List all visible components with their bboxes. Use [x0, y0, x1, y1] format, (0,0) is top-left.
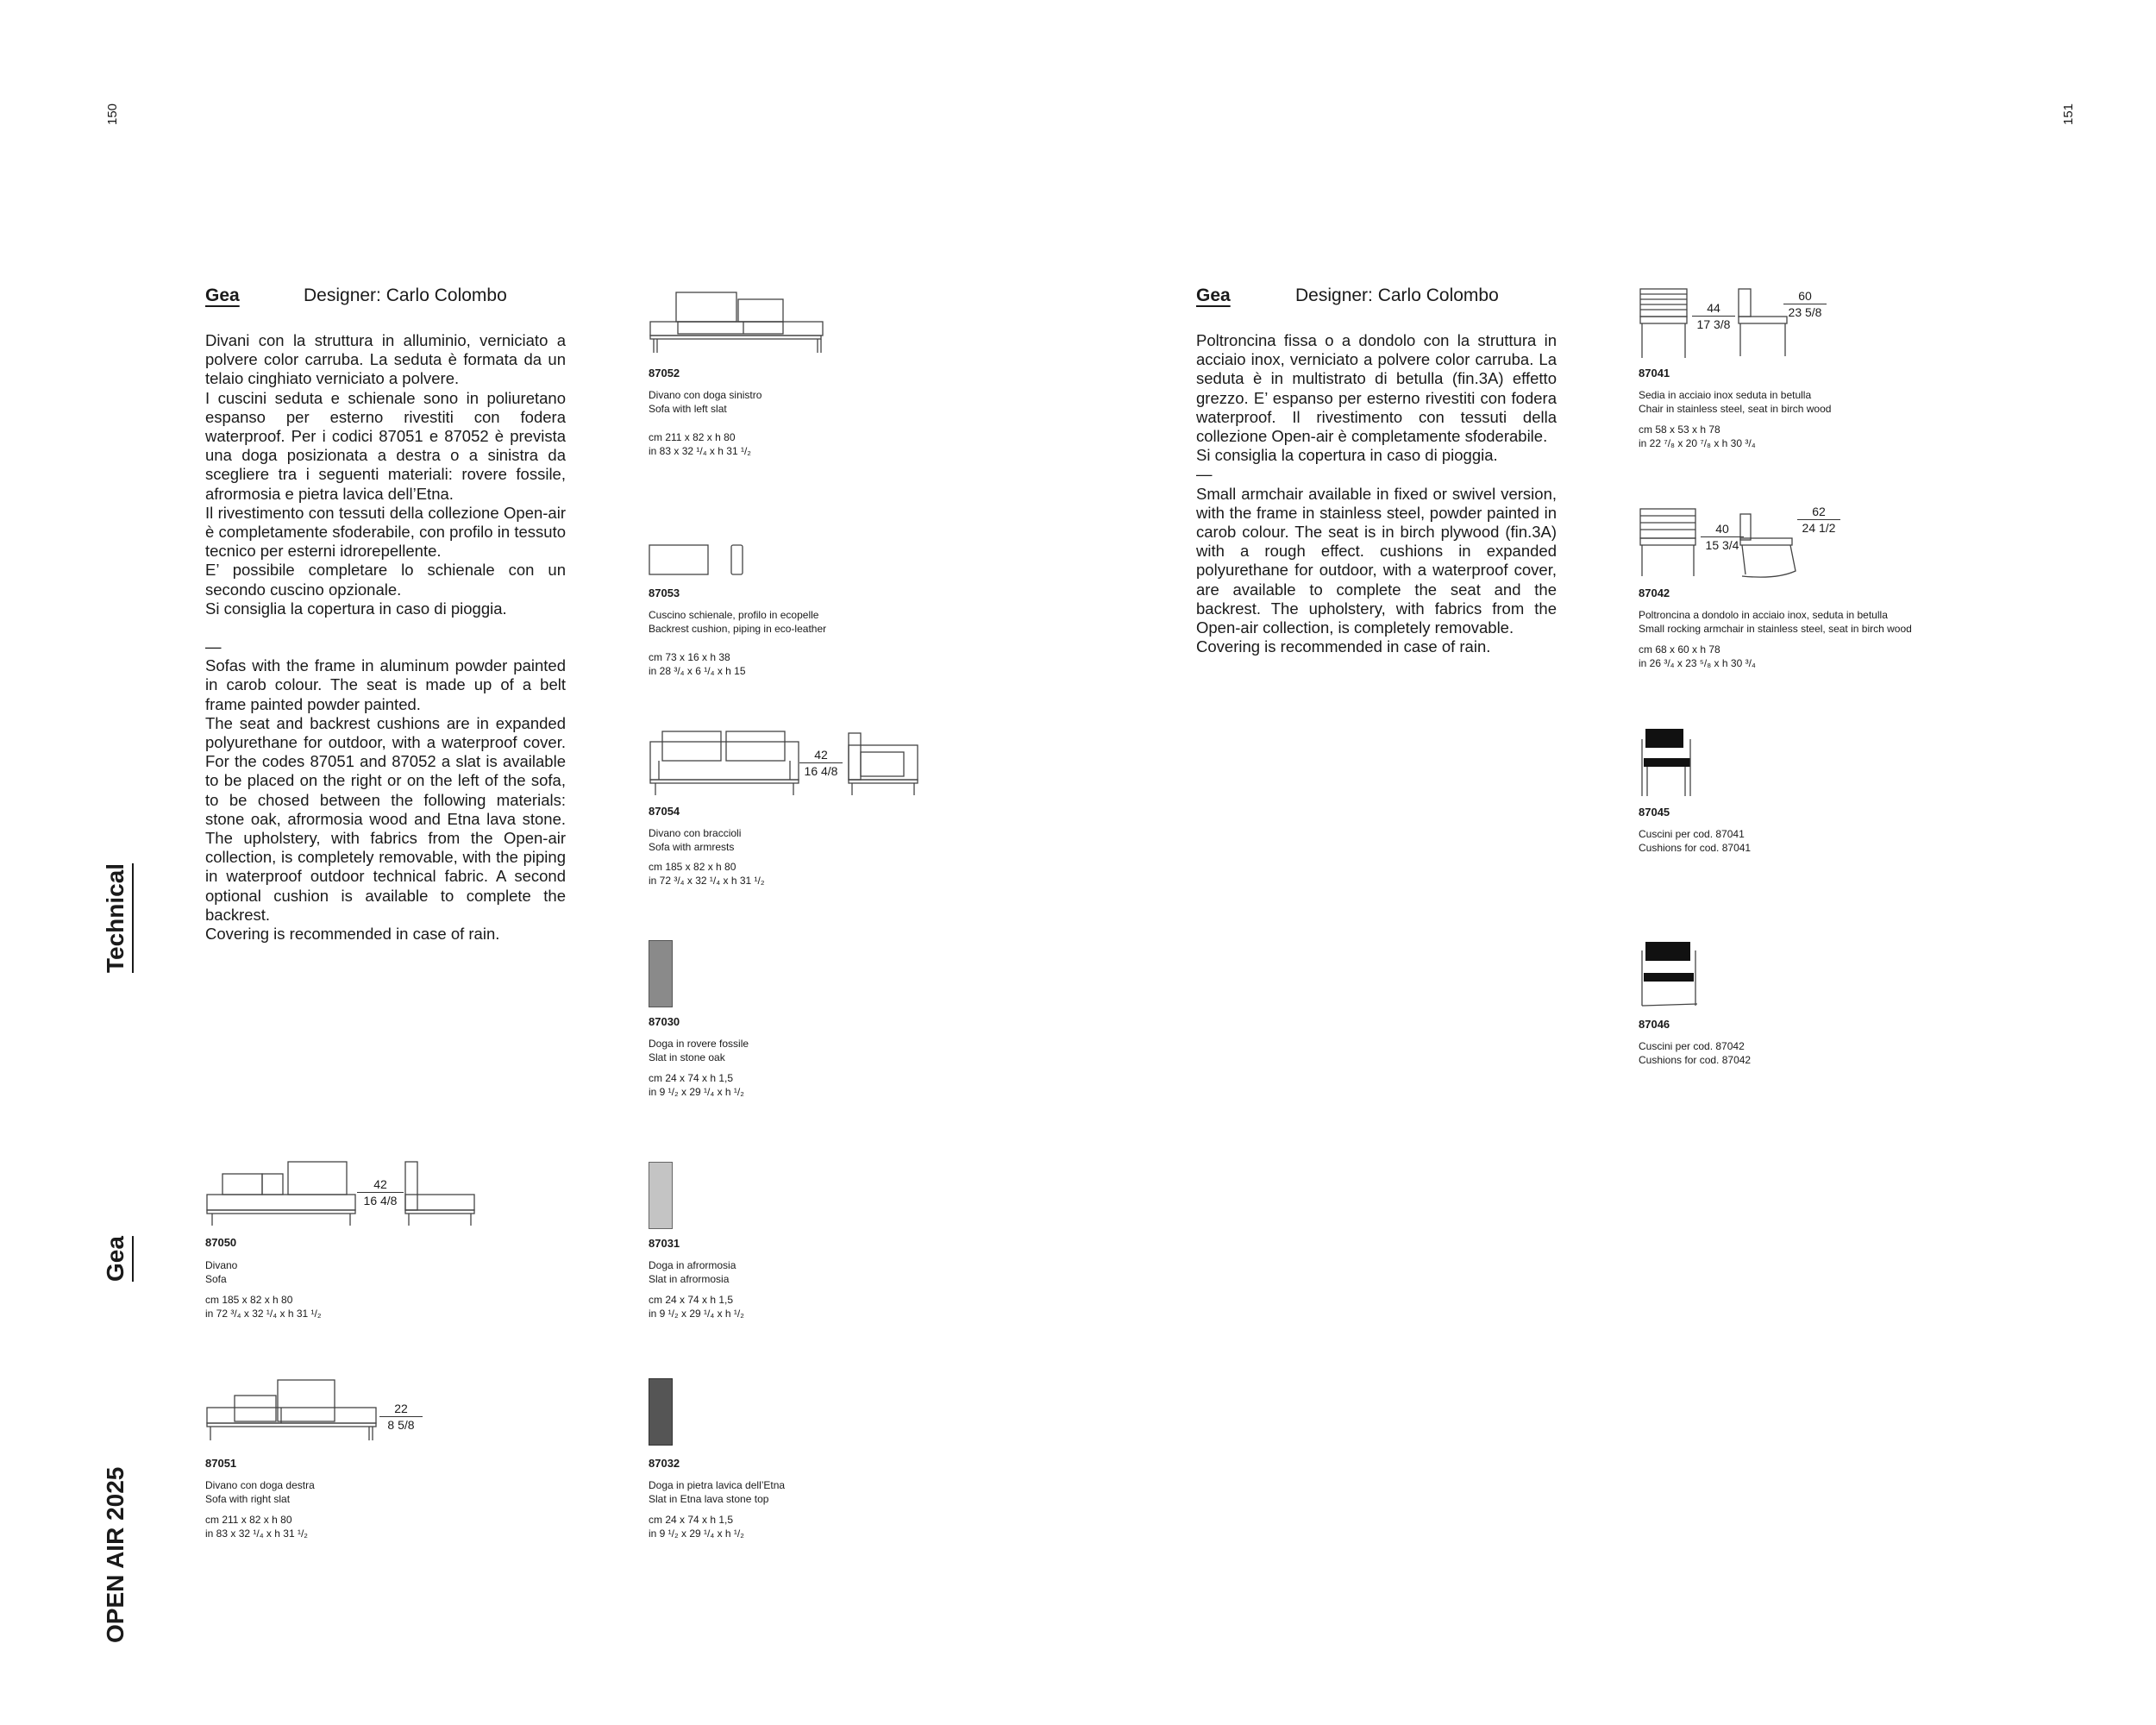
left-text-en-1: Sofas with the frame in aluminum powder painted in carob colour. The seat is made up of a belt frame painted powder painted.: [205, 656, 566, 713]
dims-cm: cm 24 x 74 x h 1,5: [649, 1072, 734, 1084]
desc-it: Cuscini per cod. 87042: [1639, 1040, 1745, 1052]
code-87045: 87045: [1639, 806, 1670, 819]
desc-en: Sofa: [205, 1273, 227, 1285]
desc-en: Slat in stone oak: [649, 1051, 725, 1063]
desc-87041: [1639, 388, 1831, 416]
dims-87032: [649, 1513, 744, 1540]
dims-87054: [649, 860, 765, 888]
right-text-en-1: Small armchair available in fixed or swivel version, with the frame in stainless steel, powder painted in carob colour. The seat is in birch plywood (fin.3A) with a rough effect. cushions in expanded polyurethane for outdoor, with a waterproof cover, are available to complete the seat and the backrest. The upholstery, with fabrics from the Open-air collection, is completely removable.: [1196, 484, 1557, 637]
dims-in: in 26 ³/₄ x 23 ⁵/₈ x h 30 ³/₄: [1639, 657, 1756, 669]
code-87052: 87052: [649, 367, 680, 380]
dims-in: in 83 x 32 ¹/₄ x h 31 ¹/₂: [649, 445, 751, 457]
dim-label-87054: [799, 747, 843, 779]
desc-en: Small rocking armchair in stainless steel, seat in birch wood: [1639, 623, 1912, 635]
code-87053: 87053: [649, 586, 680, 599]
sidebar-collection-label: Gea: [102, 1236, 128, 1282]
desc-en: Slat in afrormosia: [649, 1273, 730, 1285]
dims-87053: [649, 650, 746, 678]
desc-87051: [205, 1478, 315, 1506]
sidebar-catalog-label: OPEN AIR 2025: [102, 1466, 128, 1643]
right-separator: —: [1196, 465, 1213, 484]
dims-87041: [1639, 423, 1756, 450]
desc-it: Sedia in acciaio inox seduta in betulla: [1639, 389, 1812, 401]
dim-bottom: 15 3/4: [1705, 538, 1739, 552]
dims-in: in 22 ⁷/₈ x 20 ⁷/₈ x h 30 ³/₄: [1639, 437, 1756, 449]
dims-in: in 83 x 32 ¹/₄ x h 31 ¹/₂: [205, 1527, 308, 1540]
dims-cm: cm 185 x 82 x h 80: [649, 861, 736, 873]
dims-87030: [649, 1071, 744, 1099]
left-text-it-2: I cuscini seduta e schienale sono in poliuretano espanso per esterno rivestiti con fodera waterproof. Per i codici 87051 e 87052 è prevista una doga posizionata a destra o a sinistra da scegliere tra i seguenti materiali: rovere fossile, afrormosia e pietra lavica dell’Etna.: [205, 388, 566, 503]
code-87046: 87046: [1639, 1018, 1670, 1031]
code-87041: 87041: [1639, 367, 1670, 380]
right-description: [1196, 331, 1557, 656]
dims-in: in 9 ¹/₂ x 29 ¹/₄ x h ¹/₂: [649, 1308, 744, 1320]
dim-label-87041-b: [1783, 288, 1827, 320]
dims-cm: cm 211 x 82 x h 80: [205, 1514, 292, 1526]
dim-bottom: 17 3/8: [1696, 317, 1731, 331]
dim-top: 40: [1701, 521, 1744, 537]
desc-it: Doga in rovere fossile: [649, 1038, 749, 1050]
desc-87030: [649, 1037, 749, 1064]
desc-en: Cushions for cod. 87041: [1639, 842, 1752, 854]
desc-it: Cuscini per cod. 87041: [1639, 828, 1745, 840]
code-87042: 87042: [1639, 586, 1670, 599]
dim-label-87042-a: [1701, 521, 1744, 553]
left-text-en-3: Covering is recommended in case of rain.: [205, 925, 500, 944]
dim-top: 62: [1797, 504, 1840, 520]
dims-cm: cm 68 x 60 x h 78: [1639, 643, 1720, 656]
dim-top: 42: [357, 1176, 404, 1193]
right-text-en-2: Covering is recommended in case of rain.: [1196, 637, 1491, 656]
desc-en: Sofa with armrests: [649, 841, 735, 853]
desc-en: Sofa with left slat: [649, 403, 727, 415]
code-87031: 87031: [649, 1237, 680, 1250]
desc-87042: [1639, 608, 1912, 636]
desc-it: Poltroncina a dondolo in acciaio inox, seduta in betulla: [1639, 609, 1888, 621]
left-text-it-3: Il rivestimento con tessuti della collezione Open-air è completamente sfoderabile, con profilo in tessuto tecnico per esterni idrorepellente.: [205, 503, 566, 561]
desc-en: Chair in stainless steel, seat in birch wood: [1639, 403, 1832, 415]
desc-it: Divano con doga sinistro: [649, 389, 762, 401]
desc-87045: [1639, 827, 1751, 855]
code-87030: 87030: [649, 1015, 680, 1028]
desc-it: Divano: [205, 1259, 238, 1271]
dim-top: 22: [379, 1401, 423, 1417]
dims-cm: cm 211 x 82 x h 80: [649, 431, 736, 443]
dim-top: 60: [1783, 288, 1827, 304]
right-collection-name: Gea: [1196, 285, 1231, 305]
desc-it: Divano con braccioli: [649, 827, 742, 839]
sofa-left-slat-drawing: [649, 289, 830, 358]
desc-87054: [649, 826, 741, 854]
dims-cm: cm 73 x 16 x h 38: [649, 651, 730, 663]
left-text-it-1: Divani con la struttura in alluminio, verniciato a polvere color carruba. La seduta è formata da un telaio cinghiato verniciato a polvere.: [205, 331, 566, 388]
left-text-it-4: E’ possibile completare lo schienale con un secondo cuscino opzionale.: [205, 561, 566, 599]
left-designer: Designer: Carlo Colombo: [304, 285, 507, 305]
sofa-armrests-drawing: [649, 730, 924, 799]
left-collection-name: Gea: [205, 285, 240, 305]
left-description: [205, 331, 566, 944]
desc-en: Sofa with right slat: [205, 1493, 291, 1505]
desc-87032: [649, 1478, 785, 1506]
armchair-cushions-drawing: [1639, 938, 1708, 1011]
dim-bottom: 16 4/8: [804, 764, 838, 778]
sofa-right-slat-drawing: [205, 1378, 386, 1447]
dim-label-87041-a: [1692, 300, 1735, 332]
desc-en: Slat in Etna lava stone top: [649, 1493, 769, 1505]
dim-label-87051: [379, 1401, 423, 1433]
desc-it: Divano con doga destra: [205, 1479, 315, 1491]
desc-87050: [205, 1258, 237, 1286]
chair-cushions-drawing: [1639, 727, 1708, 800]
page-number-right: 151: [2061, 103, 2077, 126]
slat-stone-oak-swatch: [649, 940, 673, 1007]
dim-top: 42: [799, 747, 843, 763]
left-text-it-5: Si consiglia la copertura in caso di pioggia.: [205, 599, 507, 618]
right-text-it-2: Si consiglia la copertura in caso di pioggia.: [1196, 446, 1498, 465]
dims-in: in 72 ³/₄ x 32 ¹/₄ x h 31 ¹/₂: [649, 875, 765, 887]
dims-87042: [1639, 643, 1756, 670]
slat-afrormosia-swatch: [649, 1162, 673, 1229]
desc-en: Cushions for cod. 87042: [1639, 1054, 1752, 1066]
desc-it: Doga in afrormosia: [649, 1259, 736, 1271]
dims-in: in 9 ¹/₂ x 29 ¹/₄ x h ¹/₂: [649, 1086, 744, 1098]
dims-cm: cm 24 x 74 x h 1,5: [649, 1514, 734, 1526]
left-text-en-2: The seat and backrest cushions are in expanded polyurethane for outdoor, with a waterproof cover. For the codes 87051 and 87052 a slat is available to be placed on the right or on the left of the sofa, to be chosed between the following materials: stone oak, afrormosia wood and Etna lava stone. The upholstery, with fabrics from the Open-air collection, is completely removable, with the piping in waterproof outdoor technical fabric. A second optional cushion is available to complete the backrest.: [205, 713, 566, 924]
dims-cm: cm 185 x 82 x h 80: [205, 1294, 293, 1306]
desc-87053: [649, 608, 826, 636]
sofa-drawing: [205, 1160, 481, 1229]
right-designer: Designer: Carlo Colombo: [1295, 285, 1499, 305]
dims-in: in 9 ¹/₂ x 29 ¹/₄ x h ¹/₂: [649, 1527, 744, 1540]
dims-in: in 72 ³/₄ x 32 ¹/₄ x h 31 ¹/₂: [205, 1308, 322, 1320]
dims-cm: cm 58 x 53 x h 78: [1639, 423, 1720, 436]
dims-87031: [649, 1293, 744, 1320]
dim-label-87042-b: [1797, 504, 1840, 536]
dims-87050: [205, 1293, 322, 1320]
slat-lava-stone-swatch: [649, 1378, 673, 1446]
desc-it: Doga in pietra lavica dell’Etna: [649, 1479, 786, 1491]
backrest-cushion-drawing: [649, 543, 752, 578]
dims-in: in 28 ³/₄ x 6 ¹/₄ x h 15: [649, 665, 746, 677]
dim-bottom: 23 5/8: [1788, 305, 1822, 319]
desc-87046: [1639, 1039, 1751, 1067]
desc-en: Backrest cushion, piping in eco-leather: [649, 623, 827, 635]
code-87050: 87050: [205, 1236, 237, 1249]
page-number-left: 150: [105, 103, 121, 126]
dims-87051: [205, 1513, 308, 1540]
dims-87052: [649, 430, 751, 458]
sidebar-technical-label: Technical: [102, 862, 128, 973]
dims-cm: cm 24 x 74 x h 1,5: [649, 1294, 734, 1306]
code-87032: 87032: [649, 1457, 680, 1470]
dim-bottom: 16 4/8: [363, 1194, 398, 1208]
desc-87052: [649, 388, 761, 416]
dim-bottom: 24 1/2: [1802, 521, 1836, 535]
left-separator: —: [205, 637, 222, 656]
code-87051: 87051: [205, 1457, 237, 1470]
code-87054: 87054: [649, 805, 680, 818]
right-text-it-1: Poltroncina fissa o a dondolo con la struttura in acciaio inox, verniciato a polvere color carruba. La seduta è in multistrato di betulla (fin.3A) effetto grezzo. E’ espanso per esterno rivestiti con fodera waterproof. Il rivestimento con tessuti della collezione Open-air è completamente sfoderabile.: [1196, 331, 1557, 446]
desc-it: Cuscino schienale, profilo in ecopelle: [649, 609, 819, 621]
desc-87031: [649, 1258, 736, 1286]
dim-bottom: 8 5/8: [387, 1418, 415, 1432]
dim-label-87050: [357, 1176, 404, 1208]
dim-top: 44: [1692, 300, 1735, 317]
